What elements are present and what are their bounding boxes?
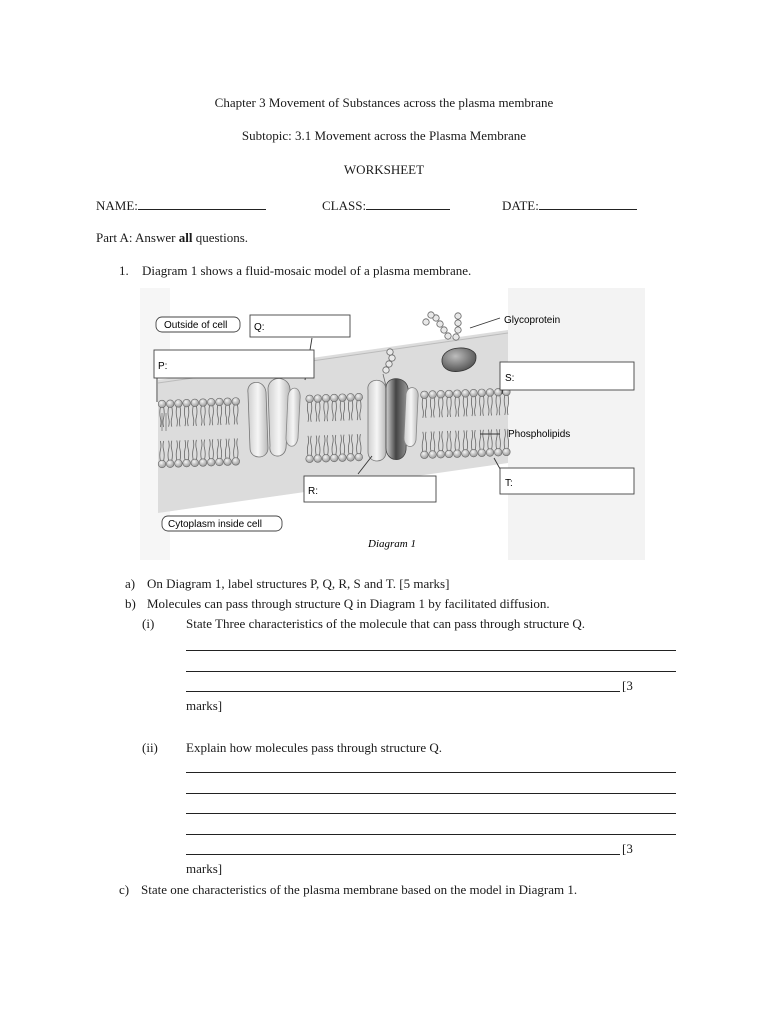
channel-protein-light [248, 378, 300, 457]
membrane-diagram-svg [140, 288, 645, 560]
part-a-bold: all [178, 230, 193, 245]
r-label-box[interactable] [304, 476, 436, 502]
answer-line[interactable] [186, 671, 676, 672]
part-a-instruction [96, 230, 248, 246]
r-label: R: [308, 486, 318, 497]
q1bi-marker: (i) [142, 616, 155, 631]
subtopic-title: Subtopic: 3.1 Movement across the Plasma Membrane [241, 128, 527, 143]
glycoprotein-label: Glycoprotein [504, 315, 561, 326]
s-label-box[interactable] [500, 362, 634, 390]
part-a-suffix: questions. [192, 230, 249, 245]
q1bi-marks-b: marks] [186, 698, 223, 713]
answer-line[interactable] [186, 650, 676, 651]
part-a-prefix: Part A: Answer [96, 230, 179, 245]
p-label: P: [158, 361, 168, 372]
q-label-box[interactable] [250, 315, 350, 337]
q1-number: 1. [119, 263, 129, 278]
t-label: T: [505, 478, 513, 489]
q1c-text: State one characteristics of the plasma membrane based on the model in Diagram 1. [141, 882, 578, 897]
q1bi-marks-a: [3 [622, 678, 633, 693]
date-field[interactable] [502, 196, 637, 214]
phospholipids-label: Phospholipids [508, 429, 571, 440]
cytoplasm-label: Cytoplasm inside cell [168, 519, 262, 530]
diagram-1 [140, 288, 645, 560]
q1b-marker: b) [125, 596, 136, 611]
answer-line[interactable] [186, 834, 676, 835]
name-blank[interactable] [138, 196, 266, 210]
q1a-text: On Diagram 1, label structures P, Q, R, S and T. [5 marks] [147, 576, 450, 591]
class-label: CLASS: [322, 198, 367, 213]
q1c-marker: c) [119, 882, 130, 897]
class-field[interactable] [322, 196, 450, 214]
q1bii-marks-a: [3 [622, 841, 633, 856]
answer-line[interactable] [186, 854, 620, 855]
s-label: S: [505, 373, 515, 384]
q1bii-marker: (ii) [142, 740, 158, 755]
q1bii-text: Explain how molecules pass through structure Q. [186, 740, 442, 755]
q-label: Q: [254, 322, 265, 333]
answer-line[interactable] [186, 772, 676, 773]
date-label: DATE: [502, 198, 539, 213]
outside-cell-label: Outside of cell [164, 320, 228, 331]
chapter-title: Chapter 3 Movement of Substances across the plasma membrane [214, 95, 554, 110]
t-label-box[interactable] [500, 468, 634, 494]
answer-line[interactable] [186, 793, 676, 794]
class-blank[interactable] [366, 196, 450, 210]
name-label: NAME: [96, 198, 138, 213]
diagram-caption: Diagram 1 [368, 538, 416, 550]
q1b-text: Molecules can pass through structure Q in Diagram 1 by facilitated diffusion. [147, 596, 550, 611]
q1a-marker: a) [125, 576, 136, 591]
date-blank[interactable] [539, 196, 637, 210]
p-label-box[interactable] [154, 350, 314, 378]
q1bi-text: State Three characteristics of the molecule that can pass through structure Q. [186, 616, 586, 631]
worksheet-title: WORKSHEET [343, 162, 425, 177]
q1bii-marks-b: marks] [186, 861, 223, 876]
scan-shadow-right [508, 288, 645, 560]
answer-line[interactable] [186, 813, 676, 814]
answer-line[interactable] [186, 691, 620, 692]
q1-text: Diagram 1 shows a fluid-mosaic model of a plasma membrane. [142, 263, 472, 278]
name-field[interactable] [96, 196, 266, 214]
